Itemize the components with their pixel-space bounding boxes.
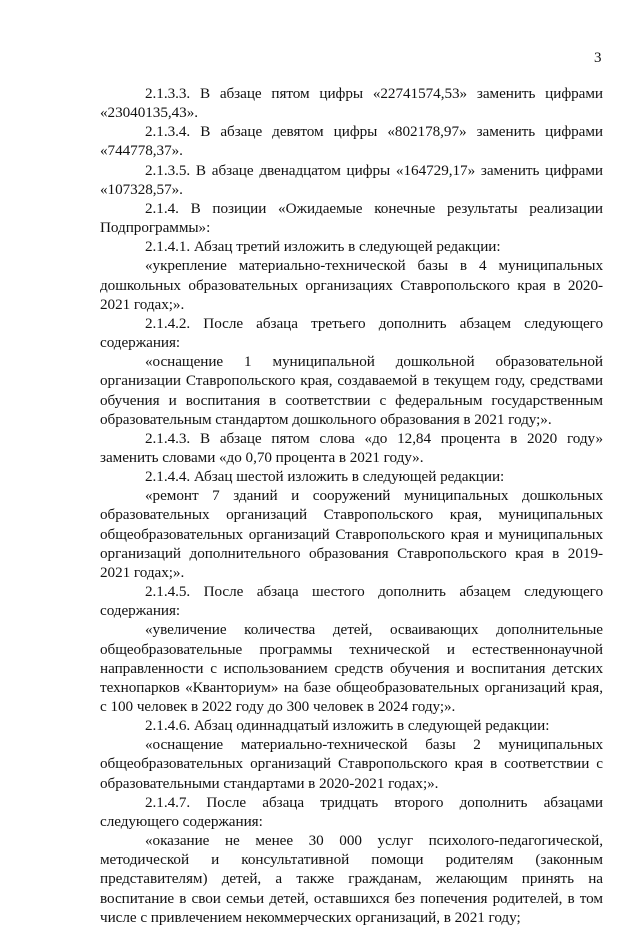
- paragraph: 2.1.4.3. В абзаце пятом слова «до 12,84 процента в 2020 году» заменить словами «до 0,70 процента в 2021 году».: [100, 429, 603, 466]
- paragraph: «ремонт 7 зданий и сооружений муниципальных дошкольных образовательных организаций Ставропольского края, муниципальных общеобразовательных организаций Ставропольского края и муниципальных организаций дополнительного образования Ставропольского края в 2019-2021 годах;».: [100, 487, 603, 581]
- paragraph: «оснащение материально-технической базы 2 муниципальных общеобразовательных организаций Ставропольского края в соответствии с образовательными стандартами в 2020-2021 годах;».: [100, 736, 603, 792]
- document-body: [100, 84, 603, 927]
- paragraph: 2.1.4. В позиции «Ожидаемые конечные результаты реализации Подпрограммы»:: [100, 199, 603, 237]
- paragraph: 2.1.4.5. После абзаца шестого дополнить абзацем следующего содержания:: [100, 583, 603, 620]
- paragraph: 2.1.3.3. В абзаце пятом цифры «22741574,53» заменить цифрами «23040135,43».: [100, 85, 603, 122]
- paragraph: 2.1.4.1. Абзац третий изложить в следующей редакции:: [145, 238, 501, 256]
- paragraph: 2.1.3.4. В абзаце девятом цифры «802178,97» заменить цифрами «744778,37».: [100, 123, 603, 160]
- paragraph: «оснащение 1 муниципальной дошкольной образовательной организации Ставропольского края, создаваемой в текущем году, средствами обучения и воспитания в соответствии с федеральным государственным образовательным стандартом дошкольного образования в 2021 году;».: [100, 353, 603, 428]
- paragraph: 2.1.4.7. После абзаца тридцать второго дополнить абзацами следующего содержания:: [100, 793, 603, 830]
- paragraph: 2.1.4.2. После абзаца третьего дополнить абзацем следующего содержания:: [100, 314, 603, 352]
- page-number: 3: [594, 50, 602, 66]
- paragraph: 2.1.3.5. В абзаце двенадцатом цифры «164729,17» заменить цифрами «107328,57».: [100, 161, 603, 198]
- paragraph: «увеличение количества детей, осваивающих дополнительные общеобразовательные программы технической и естественнонаучной направленности с использованием средств обучения и воспитания детских технопарков «Кванториум» на базе общеобразовательных организаций края, с 100 человек в 2022 году до 300 человек в 2024 году;».: [100, 621, 603, 715]
- paragraph: «оказание не менее 30 000 услуг психолого-педагогической, методической и консультативной помощи родителям (законным представителям) детей, а также гражданам, желающим принять на воспитание в свои семьи детей, оставшихся без попечения родителей, в том числе с привлечением некоммерческих организаций, в 2021 году;: [100, 832, 603, 926]
- paragraph: 2.1.4.4. Абзац шестой изложить в следующей редакции:: [145, 468, 505, 486]
- paragraph: «укрепление материально-технической базы в 4 муниципальных дошкольных образовательных организациях Ставропольского края в 2020-2021 годах;».: [100, 257, 603, 313]
- paragraph: 2.1.4.6. Абзац одиннадцатый изложить в следующей редакции:: [145, 717, 550, 735]
